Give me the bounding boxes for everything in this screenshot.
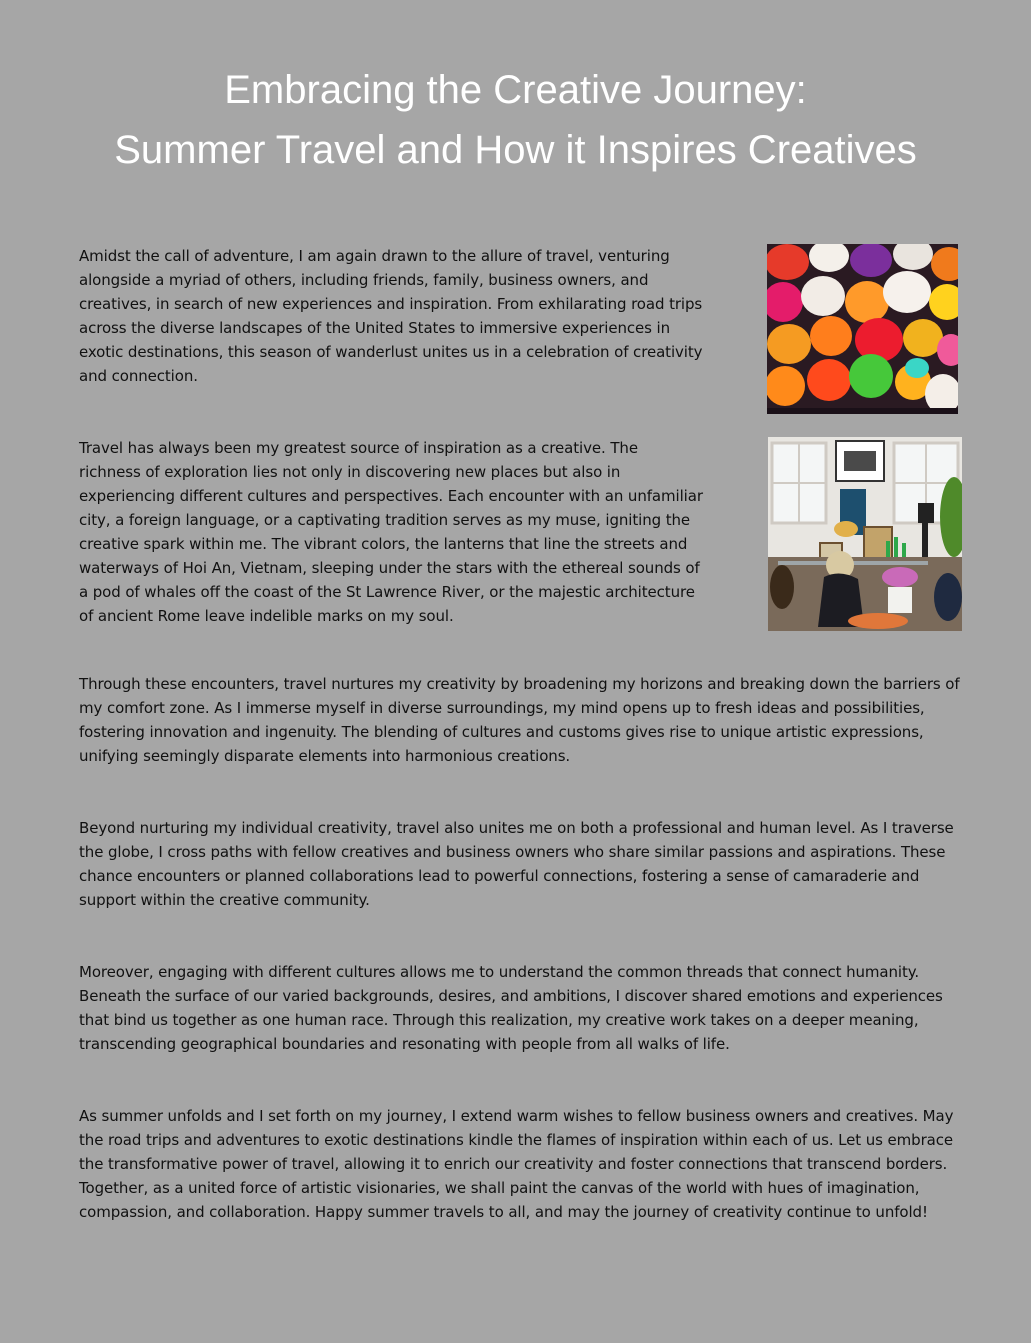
paragraph-connection: Beyond nurturing my individual creativity, travel also unites me on both a professional and human level. As I traverse the globe, I cross paths with fellow creatives and business owners who share similar passions and aspirations. These chance encounters or planned collaborations lead to powerful connections, fostering a sense of camaraderie and support within the creative community. [79, 819, 954, 909]
paragraph-intro: Amidst the call of adventure, I am again drawn to the allure of travel, venturing alongside a myriad of others, including friends, family, business owners, and creatives, in search of new experiences and inspiration. From exhilarating road trips across the diverse landscapes of the United States to immersive experiences in exotic destinations, this season of wanderlust unites us in a celebration of creativity and connection. [79, 247, 703, 385]
paragraph-humanity: Moreover, engaging with different cultures allows me to understand the common threads that connect humanity. Beneath the surface of our varied backgrounds, desires, and ambitions, I discover shared emotions and experiences that bind us together as one human race. Through this realization, my creative work takes on a deeper meaning, transcending geographical boundaries and resonating with people from all walks of life. [79, 963, 943, 1053]
title-line-1: Embracing the Creative Journey: [224, 68, 807, 112]
paragraph-creativity: Through these encounters, travel nurtures my creativity by broadening my horizons and breaking down the barriers of my comfort zone. As I immerse myself in diverse surroundings, my mind opens up to fresh ideas and possibilities, fostering innovation and ingenuity. The blending of cultures and customs gives rise to unique artistic expressions, unifying seemingly disparate elements into harmonious creations. [79, 675, 960, 765]
lanterns-photo [767, 244, 958, 414]
paragraph-inspiration: Travel has always been my greatest source of inspiration as a creative. The richness of exploration lies not only in discovering new places but also in experiencing different cultures and perspectives. Each encounter with an unfamiliar city, a foreign language, or a captivating tradition serves as my muse, igniting the creative spark within me. The vibrant colors, the lanterns that line the streets and waterways of Hoi An, Vietnam, sleeping under the stars with the ethereal sounds of a pod of whales off the coast of the St Lawrence River, or the majestic architecture of ancient Rome leave indelible marks on my soul. [79, 439, 703, 625]
paragraph-closing: As summer unfolds and I set forth on my journey, I extend warm wishes to fellow business owners and creatives. May the road trips and adventures to exotic destinations kindle the flames of inspiration within each of us. Let us embrace the transformative power of travel, allowing it to enrich our creativity and foster connections that transcend borders. Together, as a united force of artistic visionaries, we shall paint the canvas of the world with hues of imagination, compassion, and collaboration. Happy summer travels to all, and may the journey of creativity continue to unfold! [79, 1107, 954, 1221]
title-line-2: Summer Travel and How it Inspires Creatives [114, 128, 917, 172]
page-title [0, 60, 1031, 180]
studio-portrait-photo [768, 437, 962, 631]
